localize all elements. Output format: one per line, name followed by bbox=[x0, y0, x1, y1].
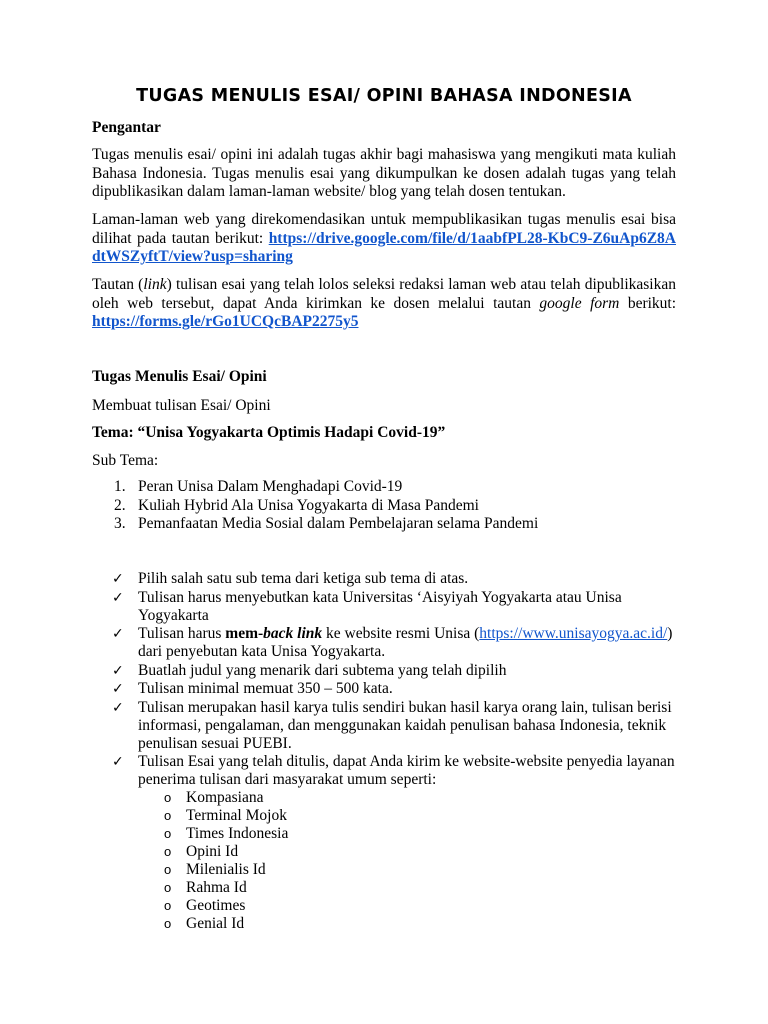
site-name: Milenialis Id bbox=[186, 861, 266, 878]
check-icon: ✓ bbox=[112, 754, 124, 770]
list-item bbox=[92, 915, 676, 933]
rule-item bbox=[92, 699, 676, 753]
check-icon: ✓ bbox=[112, 681, 124, 697]
site-name: Kompasiana bbox=[186, 789, 264, 806]
check-icon: ✓ bbox=[112, 571, 124, 587]
google-form-link[interactable]: https://forms.gle/rGo1UCQcBAP2275y5 bbox=[92, 313, 359, 330]
rule-item bbox=[92, 570, 676, 588]
rule-bolditalic-text: back link bbox=[263, 625, 323, 642]
rule-text: Tulisan minimal memuat 350 – 500 kata. bbox=[138, 680, 393, 697]
rule-text: Tulisan Esai yang telah ditulis, dapat Anda kirim ke website-website penyedia layanan penerima tulisan dari masyarakat umum seperti: bbox=[138, 753, 675, 788]
rule-text: ) dari penyebutan kata Unisa Yogyakarta. bbox=[138, 625, 673, 660]
rule-item bbox=[92, 662, 676, 680]
task-theme: Tema: “Unisa Yogyakarta Optimis Hadapi Covid-19” bbox=[92, 424, 446, 441]
bullet-icon: o bbox=[164, 880, 172, 895]
list-item bbox=[92, 789, 676, 807]
task-heading: Tugas Menulis Esai/ Opini bbox=[92, 368, 267, 385]
list-item-text: Kuliah Hybrid Ala Unisa Yogyakarta di Masa Pandemi bbox=[138, 496, 479, 514]
bullet-icon: o bbox=[164, 790, 172, 805]
p3-text-c: berikut: bbox=[627, 294, 677, 312]
site-name: Times Indonesia bbox=[186, 825, 289, 842]
document-title: TUGAS MENULIS ESAI/ OPINI BAHASA INDONESIA bbox=[136, 86, 632, 106]
rule-text: Buatlah judul yang menarik dari subtema yang telah dipilih bbox=[138, 661, 507, 679]
sites-list bbox=[138, 789, 676, 933]
list-item-number: 2. bbox=[114, 496, 126, 514]
check-icon: ✓ bbox=[112, 699, 124, 716]
intro-paragraph-2 bbox=[92, 211, 676, 267]
rule-item bbox=[92, 753, 676, 933]
p3-text-a: Tautan ( bbox=[92, 276, 144, 293]
rule-bold-text: mem- bbox=[225, 625, 264, 642]
list-item-number: 3. bbox=[114, 515, 126, 532]
bullet-icon: o bbox=[164, 862, 172, 877]
bullet-icon: o bbox=[164, 826, 172, 841]
rule-text: Tulisan harus bbox=[138, 625, 222, 642]
site-name: Genial Id bbox=[186, 915, 245, 932]
rule-item bbox=[92, 625, 676, 661]
site-name: Rahma Id bbox=[186, 879, 247, 896]
check-icon: ✓ bbox=[112, 626, 124, 642]
bullet-icon: o bbox=[164, 916, 172, 931]
intro-heading: Pengantar bbox=[92, 119, 161, 136]
subtheme-list bbox=[92, 478, 692, 534]
rule-text: Tulisan harus menyebutkan kata Universitas ‘Aisyiyah Yogyakarta atau Unisa Yogyakarta bbox=[138, 588, 622, 624]
list-item-text: Pemanfaatan Media Sosial dalam Pembelajaran selama Pandemi bbox=[138, 515, 539, 532]
intro-paragraph-2-text: Laman-laman web yang direkomendasikan untuk mempublikasikan tugas menulis esai bisa dilihat pada tautan berikut: bbox=[92, 211, 676, 247]
p3-text-b: ) tulisan esai yang telah lolos seleksi redaksi laman web atau telah dipublikasikan oleh web tersebut, dapat Anda kirimkan ke dosen melalui tautan bbox=[92, 276, 676, 312]
list-item bbox=[92, 897, 676, 915]
list-item bbox=[92, 497, 692, 516]
site-name: Geotimes bbox=[186, 897, 246, 914]
rule-text: ke website resmi Unisa ( bbox=[326, 625, 480, 642]
intro-paragraph-1: Tugas menulis esai/ opini ini adalah tugas akhir bagi mahasiswa yang mengikuti mata kuliah Bahasa Indonesia. Tugas menulis esai yang dikumpulkan ke dosen adalah tugas yang telah dipublikasikan dalam laman-laman website/ blog yang telah dosen tentukan. bbox=[92, 146, 676, 200]
site-name: Terminal Mojok bbox=[186, 807, 287, 824]
check-icon: ✓ bbox=[112, 589, 124, 606]
list-item bbox=[92, 515, 692, 534]
task-subtitle: Membuat tulisan Esai/ Opini bbox=[92, 397, 271, 414]
list-item bbox=[92, 807, 676, 825]
bullet-icon: o bbox=[164, 844, 172, 859]
drive-link[interactable]: https://drive.google.com/file/d/1aabfPL28-KbC9-Z6uAp6Z8AdtWSZyftT/view?usp=sharing bbox=[92, 229, 677, 265]
intro-paragraph-3 bbox=[92, 276, 676, 332]
rules-list bbox=[92, 570, 676, 934]
check-icon: ✓ bbox=[112, 662, 124, 679]
rule-item bbox=[92, 589, 676, 625]
list-item bbox=[92, 879, 676, 897]
rule-text: Tulisan merupakan hasil karya tulis sendiri bukan hasil karya orang lain, tulisan berisi informasi, pengalaman, dan menggunakan kaidah penulisan bahasa Indonesia, teknik penulisan sesuai PUEBI. bbox=[138, 698, 672, 752]
subtheme-label: Sub Tema: bbox=[92, 452, 159, 469]
list-item-number: 1. bbox=[114, 478, 126, 495]
list-item bbox=[92, 843, 676, 861]
list-item bbox=[92, 861, 676, 879]
list-item-text: Peran Unisa Dalam Menghadapi Covid-19 bbox=[138, 478, 403, 495]
site-name: Opini Id bbox=[186, 843, 239, 860]
bullet-icon: o bbox=[164, 898, 172, 913]
list-item bbox=[92, 478, 692, 497]
rule-text: Pilih salah satu sub tema dari ketiga sub tema di atas. bbox=[138, 570, 469, 587]
bullet-icon: o bbox=[164, 808, 172, 823]
unisa-website-link[interactable]: https://www.unisayogya.ac.id/ bbox=[479, 625, 668, 642]
list-item bbox=[92, 825, 676, 843]
p3-link-word: link bbox=[143, 276, 167, 293]
p3-google-form: google form bbox=[539, 294, 620, 312]
rule-item bbox=[92, 680, 676, 698]
